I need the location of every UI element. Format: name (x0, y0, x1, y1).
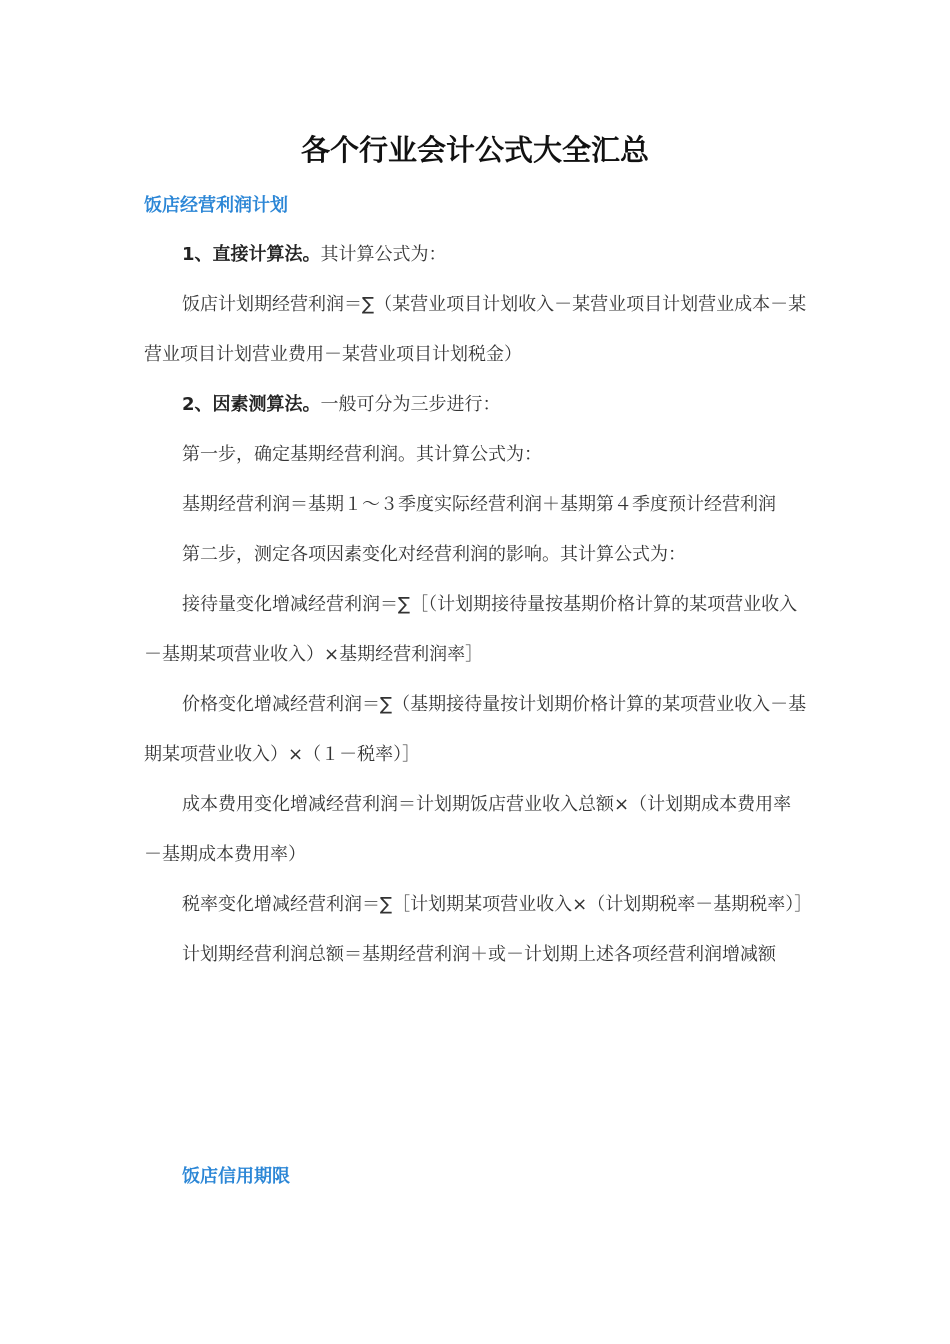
paragraph-text: 饭店计划期经营利润＝∑（某营业项目计划收入－某营业项目计划营业成本－某营业项目计划营业费用－某营业项目计划税金） (144, 294, 807, 365)
paragraph (144, 280, 808, 380)
paragraph-text: 其计算公式为： (320, 244, 447, 265)
paragraph-text: 第二步，测定各项因素变化对经营利润的影响。其计算公式为： (182, 544, 686, 565)
document-title: 各个行业会计公式大全汇总 (300, 133, 649, 167)
section-heading-credit-term: 饭店信用期限 (182, 1166, 290, 1187)
paragraph-text: 一般可分为三步进行： (320, 394, 501, 415)
paragraph-text: 基期经营利润＝基期１～３季度实际经营利润＋基期第４季度预计经营利润 (182, 494, 776, 515)
paragraph-text: 计划期经营利润总额＝基期经营利润＋或－计划期上述各项经营利润增减额 (182, 944, 776, 965)
paragraph (144, 230, 808, 280)
paragraph (144, 530, 808, 580)
paragraph-text: 接待量变化增减经营利润＝∑［（计划期接待量按基期价格计算的某项营业收入－基期某项营业收入）×基期经营利润率］ (144, 594, 798, 665)
paragraph-text: 价格变化增减经营利润＝∑（基期接待量按计划期价格计算的某项营业收入－基期某项营业收入）×（１－税率）］ (144, 694, 807, 765)
paragraph (144, 580, 808, 680)
paragraph (144, 480, 808, 530)
section-heading-profit-plan: 饭店经营利润计划 (144, 195, 288, 216)
paragraph-bold: 2、因素测算法。 (182, 394, 321, 415)
paragraph (144, 880, 813, 930)
paragraph (144, 430, 808, 480)
section-body-profit-plan (144, 230, 813, 980)
paragraph (144, 680, 808, 780)
paragraph (144, 780, 808, 880)
paragraph-text: 第一步，确定基期经营利润。其计算公式为： (182, 444, 542, 465)
paragraph-bold: 1、直接计算法。 (182, 244, 321, 265)
paragraph (144, 380, 808, 430)
paragraph-text: 成本费用变化增减经营利润＝计划期饭店营业收入总额×（计划期成本费用率－基期成本费用率） (144, 794, 792, 865)
paragraph (144, 930, 808, 980)
paragraph-text: 税率变化增减经营利润＝∑［计划期某项营业收入×（计划期税率－基期税率）］ (182, 894, 813, 915)
